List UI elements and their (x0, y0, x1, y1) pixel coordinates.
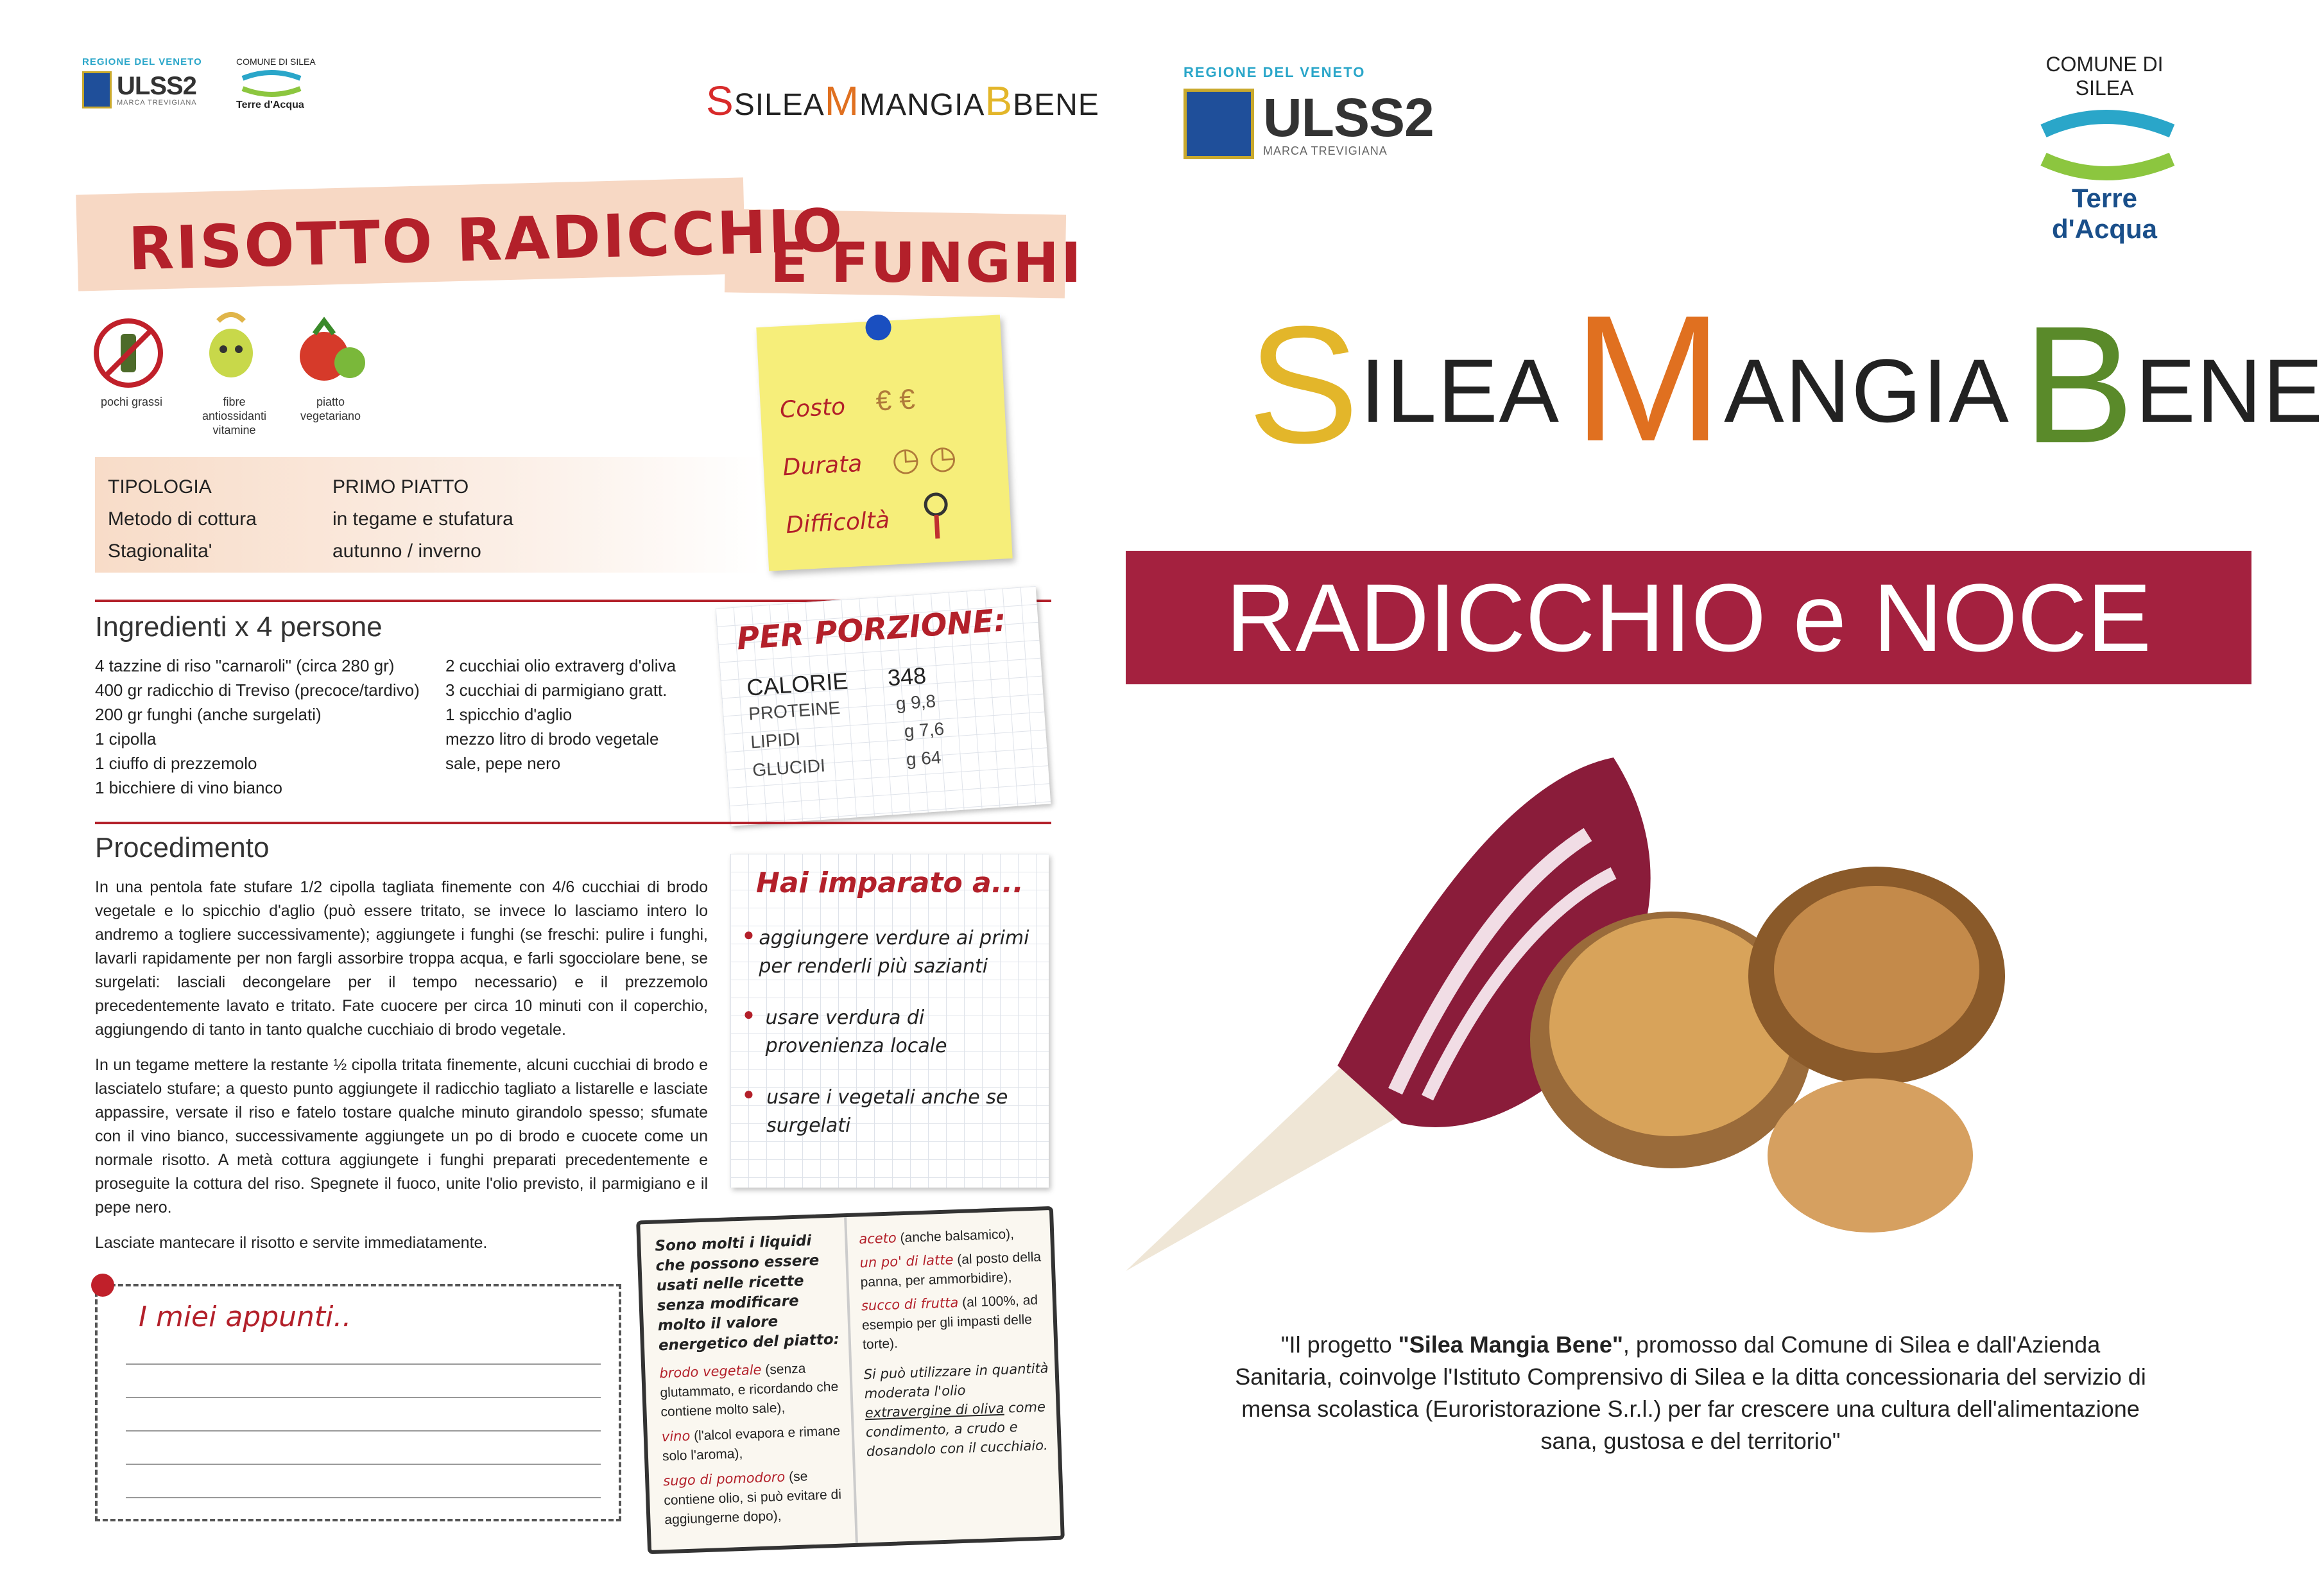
pot-icon: ● (743, 1084, 754, 1103)
logo-s-letter: S (1248, 292, 1361, 478)
note-line (126, 1430, 601, 1432)
marca-label: MARCA TREVIGIANA (117, 99, 197, 107)
book-item (859, 1247, 1047, 1292)
icon-vegetarian (289, 308, 372, 423)
book-left-page (655, 1230, 851, 1530)
logo-b-letter: B (2022, 292, 2136, 478)
procedimento-paragraph: Lasciate mantecare il risotto e servite immediatamente. (95, 1234, 488, 1252)
band-title: RADICCHIO e NOCE (1226, 564, 2151, 671)
logo-ene: ENE (2135, 340, 2324, 441)
ulss-label: ULSS2 (1263, 87, 1434, 148)
costo-label: Costo (779, 394, 847, 424)
logo-ilea: ILEA (1360, 340, 1560, 441)
book-item-head: aceto (858, 1230, 897, 1247)
quote-project-name: "Silea Mangia Bene" (1398, 1331, 1623, 1358)
sticky-note (756, 315, 1012, 571)
difficolta-label: Difficoltà (785, 506, 891, 539)
nutrient-name: PROTEINE (748, 697, 841, 724)
tips-book (636, 1206, 1065, 1554)
ulss-logo-large (1184, 64, 1434, 159)
book-intro: Sono molti i liquidi che possono essere usati nelle ricette senza modificare molto il valore energetico del piatto: (655, 1232, 840, 1354)
info-row (108, 471, 750, 503)
book-item-text: (al posto della panna, per ammorbidire), (860, 1249, 1042, 1290)
ingredient-item: mezzo litro di brodo vegetale (445, 729, 659, 748)
quote-part-2: , promosso dal Comune di Silea e dall'Azienda Sanitaria, coinvolge l'Istituto Comprensivo di Silea e la ditta concessionaria del servizio di mensa scolastica (Euroristorazione S.r.l.) per far crescere una cultura dell'alimentazione sana, gustosa e del territorio" (1235, 1331, 2146, 1454)
marca-label: MARCA TREVIGIANA (1263, 144, 1388, 157)
book-right-page (859, 1223, 1053, 1461)
icon-caption: pochi grassi (100, 395, 163, 408)
logo-bene: BENE (1013, 88, 1099, 122)
terre-acqua-icon (236, 71, 307, 96)
terre-acqua-icon (2024, 109, 2185, 180)
nutrition-card (716, 586, 1051, 826)
note-line (126, 1397, 601, 1398)
vegetables-icon (289, 308, 372, 392)
ulss-logo (82, 56, 202, 108)
info-key: TIPOLOGIA (108, 476, 212, 498)
book-oil-note (863, 1358, 1053, 1461)
oil-note-1: Si può utilizzare in quantità moderata l'olio (863, 1360, 1049, 1402)
learned-item (743, 1004, 1038, 1060)
info-value: PRIMO PIATTO (332, 476, 469, 498)
info-box (95, 457, 762, 573)
silea-mangia-bene-logo (1248, 270, 2324, 479)
ingredients-col1 (95, 653, 442, 800)
learned-text: usare i vegetali anche se surgelati (766, 1086, 1008, 1137)
learned-item (743, 1084, 1038, 1140)
learned-list (743, 924, 1038, 1140)
notes-title: I miei appunti.. (139, 1301, 352, 1333)
ingredients-col2 (445, 653, 715, 775)
book-item (661, 1421, 848, 1466)
title-band (1126, 551, 2251, 684)
comune-label: COMUNE DI SILEA (2045, 53, 2164, 100)
book-item (663, 1465, 851, 1530)
comune-logo-large (2018, 53, 2191, 245)
info-row (108, 535, 750, 567)
clock-icon: ◷ ◷ (890, 438, 958, 478)
book-item-head: vino (661, 1428, 691, 1445)
divider (95, 822, 1051, 824)
ingredient-item: 400 gr radicchio di Treviso (precoce/tardivo) (95, 680, 420, 700)
book-item-head: un po' di latte (859, 1252, 954, 1271)
nutrient-name: CALORIE (746, 667, 849, 701)
book-item-text: (se contiene olio, si può evitare di aggiungerne dopo), (663, 1469, 842, 1528)
oil-note-2: extravergine di oliva (865, 1400, 1004, 1421)
fiber-icon (193, 308, 270, 392)
durata-label: Durata (782, 450, 863, 481)
book-item-head: brodo vegetale (659, 1362, 762, 1381)
learned-text: aggiungere verdure ai primi per renderli più sazianti (759, 927, 1029, 978)
learned-text: usare verdura di provenienza locale (765, 1007, 947, 1057)
euro-icon: € € (875, 383, 916, 417)
book-item (659, 1357, 847, 1422)
silea-mangia-bene-small-logo (706, 77, 1099, 125)
ingredients-title: Ingredienti x 4 persone (95, 611, 383, 643)
nutrient-value: g 64 (905, 747, 942, 770)
procedimento-paragraph: In una pentola fate stufare 1/2 cipolla tagliata finemente con 4/6 cucchiai di brodo vegetale e lo spicchio d'aglio (può essere tritato, se invece lo lasciamo intero lo andremo a togliere successivamente); aggiungete i funghi (se freschi: pulire i funghi, lavarli rapidamente per non fargli assorbire troppa acqua, e farli sgocciolare bene, se surgelati: lasciali decongelare per il tempo necessario) e il prezzemolo precedentemente lavato e tritato. Fate cuocere per circa 10 minuti con il coperchio, aggiungendo di tanto in tanto qualche cucchiaio di brodo vegetale. (95, 878, 708, 1039)
book-item-head: sugo di pomodoro (662, 1469, 786, 1489)
logo-mangia: MANGIA (859, 88, 985, 122)
no-fat-icon (90, 315, 167, 392)
nutrient-name: LIPIDI (750, 729, 802, 752)
recipe-title: RISOTTO RADICCHIO (127, 196, 845, 284)
ulss-label: ULSS2 (117, 72, 196, 100)
info-value: in tegame e stufatura (332, 508, 513, 530)
ingredient-item: sale, pepe nero (445, 754, 561, 773)
book-item-head: succo di frutta (861, 1295, 959, 1314)
note-line (126, 1497, 601, 1498)
logo-s-letter: S (706, 78, 734, 124)
ingredient-item: 200 gr funghi (anche surgelati) (95, 705, 322, 724)
pot-icon: ● (743, 924, 754, 944)
logo-b-letter: B (985, 78, 1013, 124)
cover-page (1126, 0, 2324, 1592)
ingredient-item: 2 cucchiai olio extraverg d'oliva (445, 656, 676, 675)
walnut-kernel-small (1768, 1078, 1973, 1233)
terre-label: Terre d'Acqua (2051, 183, 2157, 244)
ingredient-item: 4 tazzine di riso "carnaroli" (circa 280 gr) (95, 656, 395, 675)
comune-label: COMUNE DI SILEA (236, 56, 316, 67)
learned-card (730, 854, 1049, 1188)
nutrient-value: g 7,6 (903, 718, 945, 741)
logo-m-letter: M (824, 78, 860, 124)
ingredient-item: 1 ciuffo di prezzemolo (95, 754, 257, 773)
ingredient-item: 1 spicchio d'aglio (445, 705, 572, 724)
regione-label: REGIONE DEL VENETO (82, 56, 202, 67)
info-key: Stagionalita' (108, 541, 212, 562)
oil-note-3: come condimento, a crudo e dosandolo con il cucchiaio. (865, 1399, 1049, 1460)
terre-label: Terre d'Acqua (236, 100, 304, 110)
note-line (126, 1363, 601, 1365)
ingredient-item: 1 cipolla (95, 729, 157, 748)
radicchio-walnut-illustration (1126, 706, 2251, 1322)
book-item-text: (al 100%, ad esempio per gli impasti delle torte). (861, 1292, 1038, 1353)
learned-item (743, 924, 1038, 981)
regione-label: REGIONE DEL VENETO (1184, 64, 1366, 80)
comune-logo (236, 56, 326, 111)
info-value: autunno / inverno (332, 541, 481, 562)
procedimento-text (95, 876, 708, 1255)
logo-angia: ANGIA (1724, 340, 2010, 441)
recipe-title-2: E FUNGHI (770, 231, 1083, 295)
ingredient-item: 1 bicchiere di vino bianco (95, 778, 282, 797)
recipe-page (0, 0, 1126, 1592)
note-line (126, 1464, 601, 1465)
notes-box[interactable] (95, 1284, 621, 1521)
logo-silea: SILEA (734, 88, 825, 122)
nutrition-title: PER PORZIONE: (736, 602, 1008, 657)
icon-caption: fibre antiossidanti vitamine (202, 395, 267, 437)
icon-caption: piatto vegetariano (300, 395, 361, 422)
procedimento-paragraph: In un tegame mettere la restante ½ cipolla tritata finemente, alcuni cucchiai di brodo e lasciatelo stufare; a questo punto aggiungete il radicchio tagliato a listarelle e lasciate appassire, versate il riso e fatelo tostare qualche minuto girandolo spesso; sfumate con il vino bianco, successivamente aggiungete un po di brodo e cuocete come un normale risotto. A metà cottura aggiungete i funghi preparati precedentemente e proseguite la cottura del riso. Spegnete il fuoco, unite l'olio previsto, il parmigiano e il pepe nero. (95, 1056, 708, 1216)
logo-m-letter: M (1572, 279, 1725, 479)
nutrient-value: 348 (886, 662, 927, 691)
pin-icon (91, 1274, 114, 1297)
quote-part-1: "Il progetto (1280, 1331, 1399, 1358)
nutrient-value: g 9,8 (895, 691, 936, 714)
learned-title: Hai imparato a... (756, 867, 1024, 899)
info-row (108, 503, 750, 535)
procedimento-title: Procedimento (95, 832, 270, 863)
veneto-crest-icon (82, 71, 112, 108)
veneto-crest-icon (1184, 89, 1254, 159)
info-key: Metodo di cottura (108, 508, 257, 530)
icon-fiber (193, 308, 276, 437)
nutrient-name: GLUCIDI (752, 755, 826, 781)
nutrition-rows (746, 657, 1010, 788)
magnifier-icon (919, 490, 954, 543)
icon-no-fat (90, 315, 173, 409)
ingredient-item: 3 cucchiai di parmigiano gratt. (445, 680, 667, 700)
pin-icon (865, 314, 892, 341)
book-item-text: (l'alcol evapora e rimane solo l'aroma), (662, 1423, 841, 1464)
book-item-text: (anche balsamico), (896, 1226, 1015, 1246)
book-item (859, 1223, 1046, 1249)
book-item-text: (senza glutammato, e ricordando che contiene molto sale), (660, 1361, 839, 1420)
book-item (861, 1290, 1049, 1354)
project-quote (1235, 1329, 2146, 1457)
pot-icon: ● (743, 1004, 754, 1024)
